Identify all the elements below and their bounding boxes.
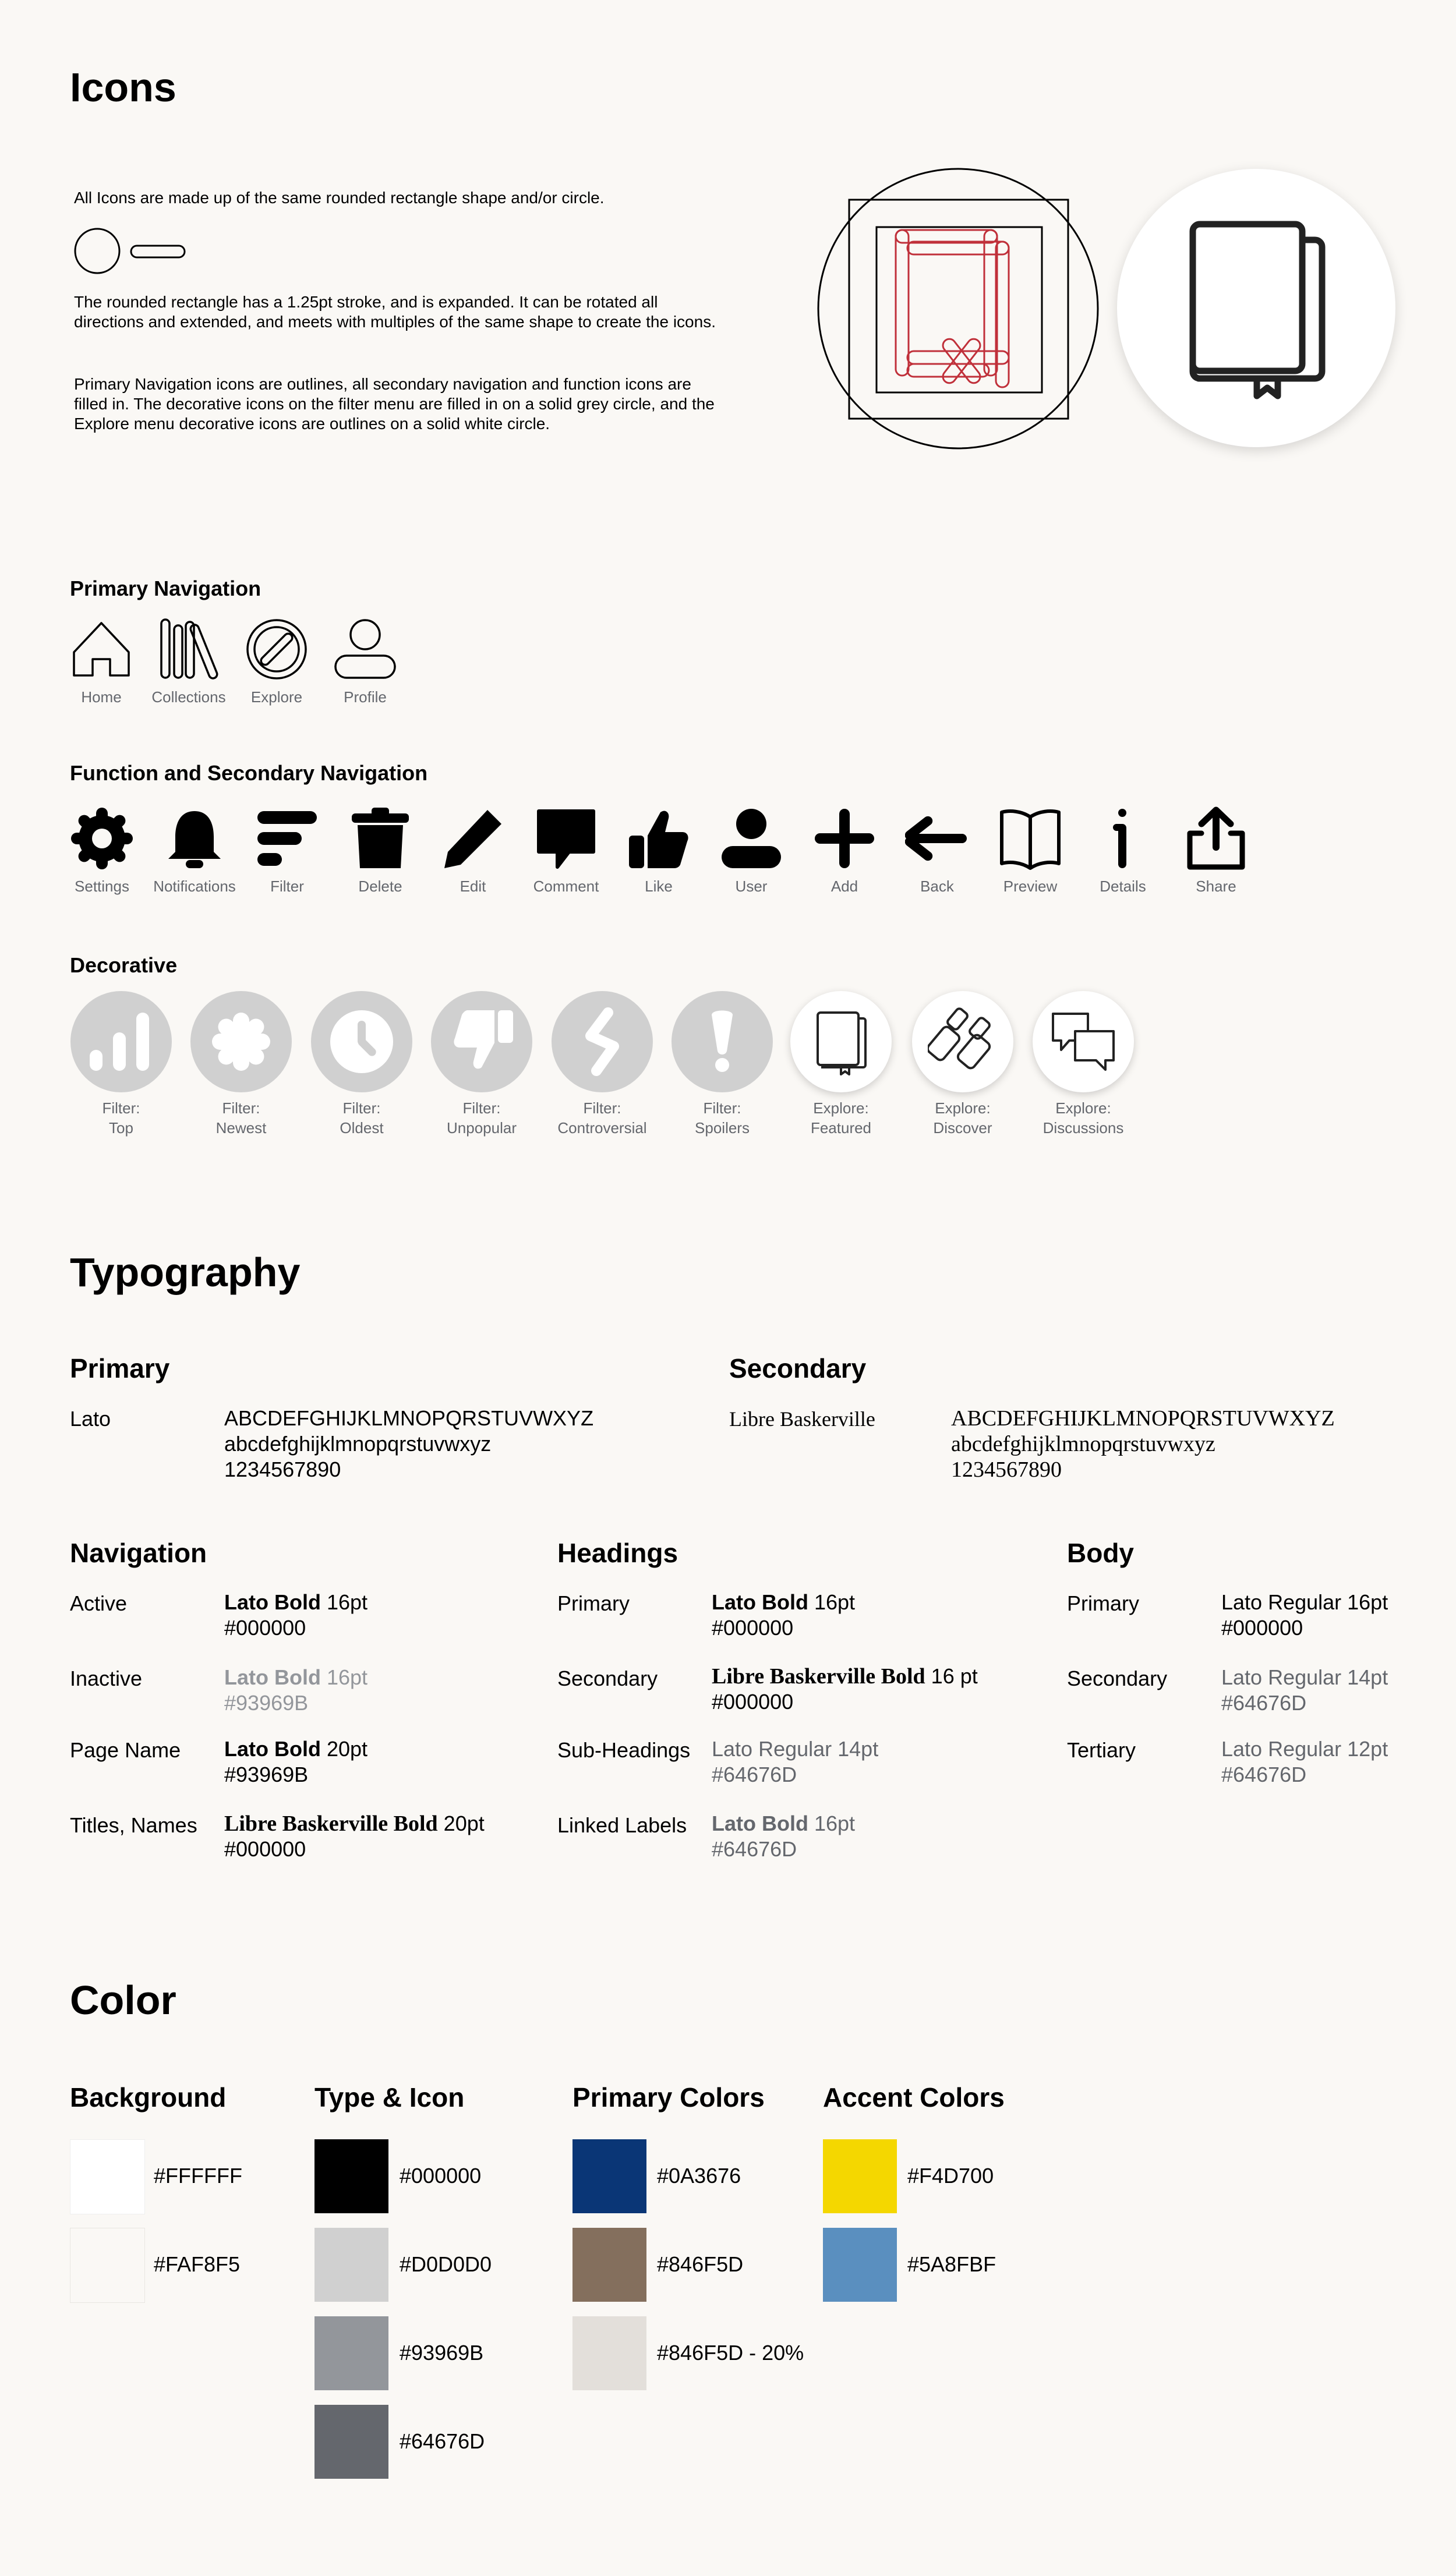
decorative-filter-spoilers-circle [672, 991, 773, 1092]
typography-title: Typography [70, 1250, 301, 1295]
clock-icon [327, 1007, 397, 1077]
nav-titles-spec [224, 1811, 485, 1862]
plus-icon [812, 806, 877, 871]
icons-style-text: Primary Navigation icons are outlines, all secondary navigation and function icons are filled in. The decorative icons on the filter menu are filled in on a solid grey circle, and the Explore menu decorative icons are outlines on a solid white circle. [74, 375, 715, 433]
compass-icon [245, 617, 309, 681]
swatch-d0d0d0 [314, 2228, 388, 2302]
decorative-filter-controversial-circle [552, 991, 653, 1092]
like-label: Like [645, 877, 673, 895]
pencil-icon [441, 806, 505, 871]
profile-icon [333, 617, 397, 681]
nav-inactive-color: #93969B [224, 1691, 309, 1715]
decorative-filter-oldest[interactable] [303, 991, 420, 1138]
body-primary-label: Primary [1067, 1591, 1139, 1615]
secondary-lowercase: abcdefghijklmnopqrstuvwxyz [951, 1432, 1215, 1456]
body-tertiary-label: Tertiary [1067, 1738, 1136, 1762]
swatch-ffffff-label: #FFFFFF [154, 2164, 242, 2188]
notifications-label: Notifications [153, 877, 236, 895]
trash-icon [348, 806, 412, 871]
filter-top-line1: Filter: [102, 1099, 140, 1117]
filter-top-line2: Top [109, 1119, 133, 1137]
filter-label: Filter [270, 877, 304, 895]
filter-spoilers-line2: Spoilers [695, 1119, 750, 1137]
headings-linked-color: #64676D [712, 1837, 797, 1861]
delete-label: Delete [358, 877, 402, 895]
body-secondary-font: Lato Regular 14pt [1221, 1665, 1388, 1689]
headings-type-title: Headings [557, 1538, 678, 1568]
binoculars-icon [928, 1007, 998, 1077]
details-label: Details [1100, 877, 1146, 895]
lightning-icon [567, 1007, 637, 1077]
explore-discussions-line1: Explore: [1055, 1099, 1111, 1117]
explore-featured-line1: Explore: [813, 1099, 869, 1117]
explore-featured-line2: Featured [810, 1119, 872, 1137]
swatch-0a3676-label: #0A3676 [657, 2164, 741, 2188]
color-title: Color [70, 1977, 176, 2023]
decorative-filter-unpopular-circle [431, 991, 532, 1092]
headings-linked-spec [712, 1811, 855, 1862]
thumbs-up-icon [627, 806, 691, 871]
headings-primary-size: 16pt [808, 1590, 856, 1614]
nav-page-name-spec [224, 1736, 367, 1788]
swatch-64676d-label: #64676D [400, 2429, 485, 2453]
swatch-f4d700 [823, 2139, 897, 2213]
filter-newest-line2: Newest [215, 1119, 267, 1137]
swatch-846f5d [572, 2228, 646, 2302]
nav-active-spec [224, 1590, 367, 1641]
decorative-explore-discover[interactable] [904, 991, 1021, 1138]
swatch-faf8f5 [70, 2228, 145, 2303]
swatch-846f5d-20-label: #846F5D - 20% [657, 2341, 804, 2365]
secondary-font-name: Libre Baskerville [729, 1407, 875, 1431]
decorative-filter-spoilers[interactable] [664, 991, 780, 1138]
swatch-f4d700-label: #F4D700 [907, 2164, 994, 2188]
nav-item-profile[interactable] [307, 617, 423, 707]
swatch-ffffff [70, 2139, 145, 2214]
nav-titles-font: Libre Baskerville Bold [224, 1811, 438, 1836]
decorative-filter-newest-circle [190, 991, 292, 1092]
swatch-000000 [314, 2139, 388, 2213]
primary-uppercase: ABCDEFGHIJKLMNOPQRSTUVWXYZ [224, 1406, 594, 1430]
decorative-title: Decorative [70, 953, 178, 977]
comment-label: Comment [533, 877, 599, 895]
explore-discover-line1: Explore: [935, 1099, 991, 1117]
nav-page-name-label: Page Name [70, 1738, 181, 1762]
book-icon [806, 1007, 876, 1077]
decorative-filter-oldest-circle [311, 991, 412, 1092]
swatch-93969b [314, 2316, 388, 2390]
starburst-icon [206, 1007, 276, 1077]
back-label: Back [920, 877, 954, 895]
nav-titles-label: Titles, Names [70, 1813, 197, 1837]
primary-lowercase: abcdefghijklmnopqrstuvwxyz [224, 1432, 492, 1456]
info-icon [1091, 806, 1155, 871]
decorative-filter-top-circle [70, 991, 172, 1092]
headings-linked-label: Linked Labels [557, 1813, 687, 1837]
headings-secondary-spec [712, 1664, 978, 1715]
headings-secondary-size: 16 pt [925, 1664, 978, 1688]
headings-secondary-label: Secondary [557, 1666, 658, 1690]
decorative-filter-unpopular[interactable] [423, 991, 540, 1138]
book-icon [1117, 169, 1395, 447]
nav-inactive-font: Lato Bold [224, 1665, 321, 1689]
headings-sub-spec [712, 1736, 878, 1788]
swatch-faf8f5-label: #FAF8F5 [154, 2252, 241, 2276]
color-group-background-title: Background [70, 2082, 227, 2113]
nav-active-label: Active [70, 1591, 128, 1615]
primary-digits: 1234567890 [224, 1457, 341, 1481]
share-icon [1184, 806, 1248, 871]
swatch-d0d0d0-label: #D0D0D0 [400, 2252, 492, 2276]
nav-collections-label: Collections [151, 688, 226, 706]
bar-chart-icon [86, 1007, 156, 1077]
headings-primary-font: Lato Bold [712, 1590, 808, 1614]
arrow-left-icon [905, 806, 969, 871]
filter-spoilers-line1: Filter: [703, 1099, 741, 1117]
filter-unpopular-line1: Filter: [462, 1099, 501, 1117]
body-primary-font: Lato Regular 16pt [1221, 1590, 1388, 1614]
nav-titles-color: #000000 [224, 1837, 306, 1861]
headings-sub-font: Lato Regular 14pt [712, 1737, 879, 1761]
comment-icon [534, 806, 598, 871]
featured-book-badge [1117, 169, 1395, 447]
body-primary-spec [1221, 1590, 1388, 1641]
headings-linked-size: 16pt [808, 1811, 856, 1835]
nav-profile-label: Profile [344, 688, 387, 706]
nav-page-name-font: Lato Bold [224, 1737, 321, 1761]
body-secondary-spec [1221, 1665, 1388, 1716]
color-group-primary-title: Primary Colors [572, 2082, 765, 2113]
filter-newest-line1: Filter: [222, 1099, 260, 1117]
gear-icon [70, 806, 134, 871]
filter-oldest-line2: Oldest [340, 1119, 384, 1137]
decorative-explore-discussions-circle [1033, 991, 1134, 1092]
swatch-846f5d-label: #846F5D [657, 2252, 744, 2276]
body-secondary-color: #64676D [1221, 1691, 1307, 1715]
user-icon [719, 806, 783, 871]
body-tertiary-spec [1221, 1736, 1388, 1788]
primary-nav-title: Primary Navigation [70, 576, 261, 600]
share-label: Share [1196, 877, 1236, 895]
chat-bubbles-icon [1048, 1007, 1118, 1077]
swatch-846f5d-20 [572, 2316, 646, 2390]
body-primary-color: #000000 [1221, 1616, 1303, 1640]
exclamation-icon [687, 1007, 757, 1077]
headings-secondary-font: Libre Baskerville Bold [712, 1664, 925, 1689]
nav-explore-label: Explore [250, 688, 303, 706]
explore-discover-line2: Discover [933, 1119, 992, 1137]
function-nav-title: Function and Secondary Navigation [70, 761, 428, 785]
nav-inactive-label: Inactive [70, 1666, 143, 1690]
icons-title: Icons [70, 65, 176, 110]
secondary-uppercase: ABCDEFGHIJKLMNOPQRSTUVWXYZ [951, 1406, 1335, 1431]
icons-stroke-text: The rounded rectangle has a 1.25pt stroke, and is expanded. It can be rotated all directions and extended, and meets with multiples of the same shape to create the icons. [74, 293, 716, 331]
collections-icon [157, 617, 221, 681]
shape-primitives-icon [73, 227, 189, 277]
navigation-type-title: Navigation [70, 1538, 207, 1568]
headings-primary-spec [712, 1590, 855, 1641]
color-group-accent-title: Accent Colors [823, 2082, 1005, 2113]
filter-oldest-line1: Filter: [342, 1099, 381, 1117]
body-tertiary-font: Lato Regular 12pt [1221, 1737, 1388, 1761]
secondary-digits: 1234567890 [951, 1457, 1062, 1482]
edit-label: Edit [460, 877, 486, 895]
headings-linked-font: Lato Bold [712, 1811, 808, 1835]
primary-typeface-title: Primary [70, 1353, 170, 1383]
color-group-type-icon-title: Type & Icon [314, 2082, 465, 2113]
body-type-title: Body [1067, 1538, 1134, 1568]
primary-font-specimen [224, 1406, 593, 1482]
nav-inactive-size: 16pt [320, 1665, 368, 1689]
primary-font-name: Lato [70, 1407, 111, 1431]
swatch-64676d [314, 2405, 388, 2479]
headings-primary-label: Primary [557, 1591, 630, 1615]
icons-intro-text: All Icons are made up of the same rounded rectangle shape and/or circle. [74, 189, 605, 207]
nav-active-size: 16pt [320, 1590, 368, 1614]
thumbs-down-icon [447, 1007, 517, 1077]
headings-primary-color: #000000 [712, 1616, 794, 1640]
swatch-000000-label: #000000 [400, 2164, 482, 2188]
user-label: User [735, 877, 768, 895]
nav-inactive-spec [224, 1665, 367, 1716]
swatch-93969b-label: #93969B [400, 2341, 484, 2365]
swatch-5a8fbf [823, 2228, 897, 2302]
secondary-font-specimen [951, 1406, 1335, 1482]
headings-sub-label: Sub-Headings [557, 1738, 691, 1762]
nav-page-name-color: #93969B [224, 1763, 309, 1786]
explore-discussions-line2: Discussions [1042, 1119, 1124, 1137]
decorative-explore-featured-circle [790, 991, 892, 1092]
function-item-share[interactable] [1158, 806, 1274, 896]
preview-label: Preview [1003, 877, 1058, 895]
icon-construction-grid-icon [815, 166, 1101, 451]
body-secondary-label: Secondary [1067, 1666, 1168, 1690]
swatch-0a3676 [572, 2139, 646, 2213]
nav-titles-size: 20pt [437, 1811, 485, 1835]
filter-icon [255, 806, 319, 871]
decorative-filter-controversial[interactable] [544, 991, 660, 1138]
swatch-5a8fbf-label: #5A8FBF [907, 2252, 996, 2276]
filter-controversial-line1: Filter: [583, 1099, 621, 1117]
decorative-explore-discussions[interactable] [1025, 991, 1142, 1138]
open-book-icon [998, 806, 1062, 871]
add-label: Add [831, 877, 858, 895]
bell-icon [162, 806, 227, 871]
decorative-explore-featured[interactable] [783, 991, 899, 1138]
secondary-typeface-title: Secondary [729, 1353, 867, 1383]
headings-sub-color: #64676D [712, 1763, 797, 1786]
headings-secondary-color: #000000 [712, 1690, 794, 1714]
decorative-filter-newest[interactable] [183, 991, 299, 1138]
filter-unpopular-line2: Unpopular [447, 1119, 517, 1137]
nav-active-font: Lato Bold [224, 1590, 321, 1614]
filter-controversial-line2: Controversial [557, 1119, 647, 1137]
body-tertiary-color: #64676D [1221, 1763, 1307, 1786]
nav-active-color: #000000 [224, 1616, 306, 1640]
nav-page-name-size: 20pt [320, 1737, 368, 1761]
nav-home-label: Home [81, 688, 122, 706]
decorative-filter-top[interactable] [63, 991, 179, 1138]
settings-label: Settings [75, 877, 129, 895]
home-icon [69, 617, 133, 681]
decorative-explore-discover-circle [912, 991, 1013, 1092]
